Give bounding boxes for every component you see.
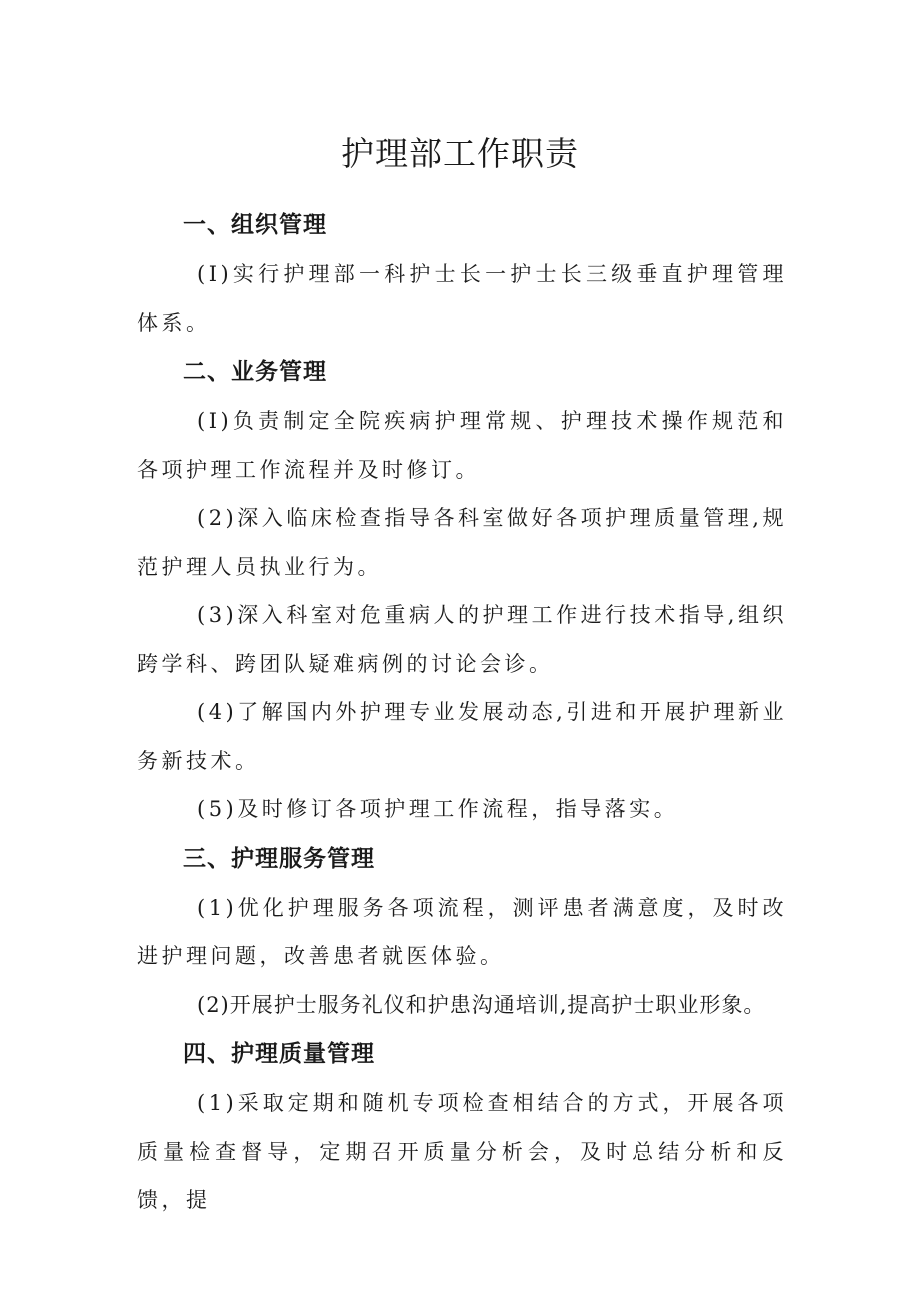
paragraph: (I)负责制定全院疾病护理常规、护理技术操作规范和各项护理工作流程并及时修订。 <box>137 409 787 482</box>
section-heading: 四、护理质量管理 <box>183 1041 375 1067</box>
paragraph: (2)开展护士服务礼仪和护患沟通培训,提高护士职业形象。 <box>197 992 766 1017</box>
section-organization <box>137 200 787 347</box>
section-nursing-quality <box>137 1029 787 1225</box>
section-heading: 二、业务管理 <box>183 359 327 385</box>
section-heading: 一、组织管理 <box>183 212 327 238</box>
paragraph: (1)采取定期和随机专项检查相结合的方式，开展各项质量检查督导，定期召开质量分析会，及时总结分析和反馈，提 <box>137 1091 787 1212</box>
paragraph: (5)及时修订各项护理工作流程，指导落实。 <box>197 797 679 821</box>
document-title: 护理部工作职责 <box>341 134 579 173</box>
section-heading: 三、护理服务管理 <box>183 845 375 872</box>
paragraph: (2)深入临床检查指导各科室做好各项护理质量管理,规范护理人员执业行为。 <box>137 506 787 579</box>
paragraph: (3)深入科室对危重病人的护理工作进行技术指导,组织跨学科、跨团队疑难病例的讨论会诊。 <box>137 603 787 676</box>
paragraph: (I)实行护理部一科护士长一护士长三级垂直护理管理体系。 <box>137 262 787 335</box>
section-business <box>137 347 787 834</box>
paragraph: (4)了解国内外护理专业发展动态,引进和开展护理新业务新技术。 <box>137 700 787 773</box>
section-nursing-service <box>137 834 787 1030</box>
paragraph: (1)优化护理服务各项流程，测评患者满意度，及时改进护理问题，改善患者就医体验。 <box>137 895 787 968</box>
document-body <box>137 200 787 1225</box>
